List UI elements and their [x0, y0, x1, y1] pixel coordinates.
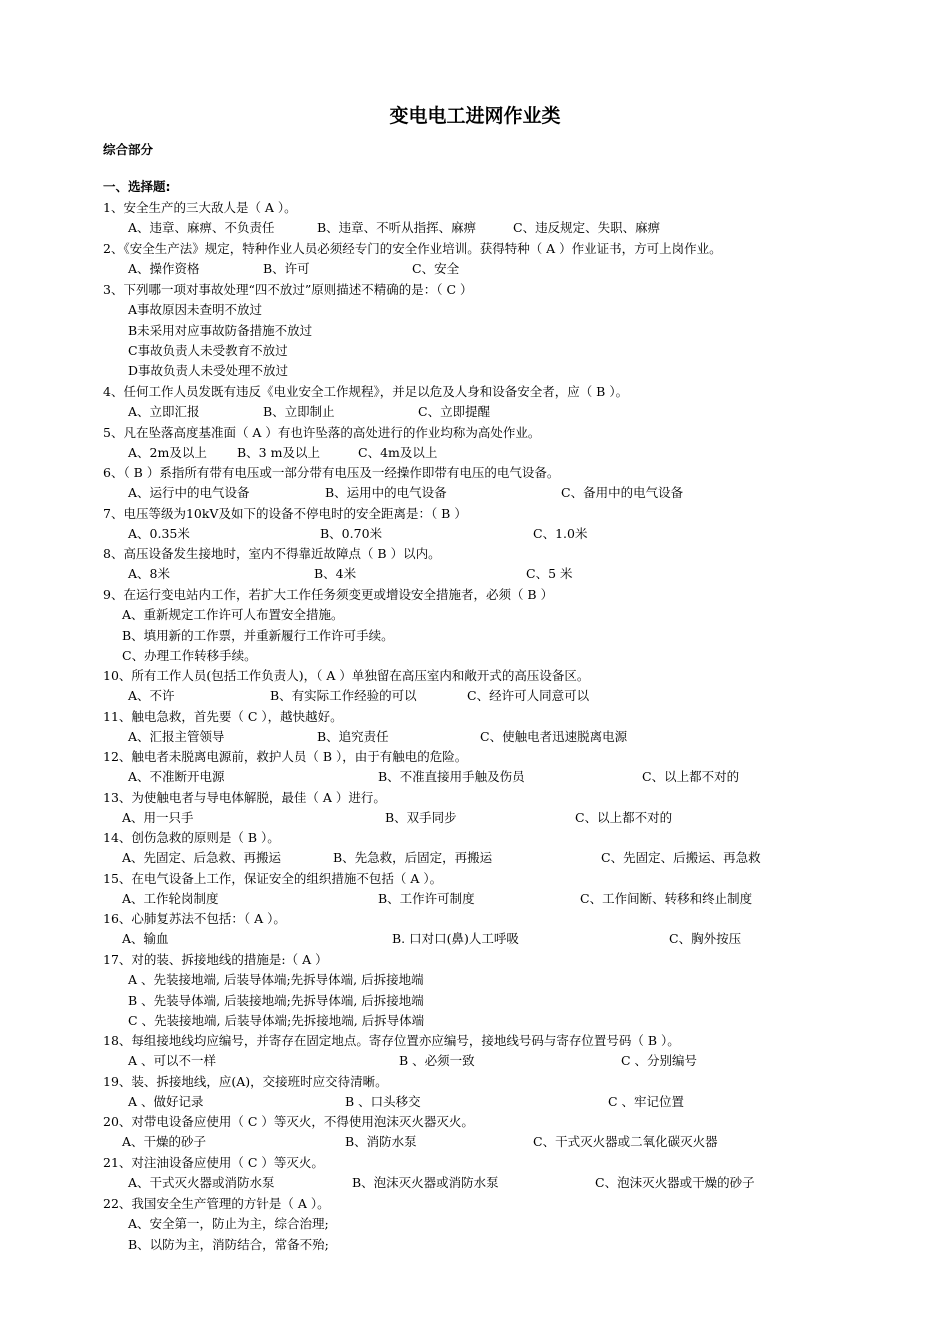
- answer-option: C、胸外按压: [669, 931, 742, 947]
- question-text: 16、心肺复苏法不包括：（ A ）。: [103, 911, 286, 926]
- section-heading: 综合部分: [103, 142, 154, 157]
- answer-option: B、双手同步: [385, 810, 457, 826]
- question-text: 18、每组接地线均应编号，并寄存在固定地点。寄存位置亦应编号，接地线号码与寄存位置号码（ B ）。: [103, 1033, 680, 1048]
- answer-option: B、运用中的电气设备: [325, 485, 447, 501]
- answer-option: A事故原因未查明不放过: [128, 302, 263, 318]
- answer-option: C、1.0米: [533, 526, 588, 542]
- answer-option: A、运行中的电气设备: [128, 485, 250, 501]
- answer-option: B. 口对口(鼻)人工呼吸: [392, 931, 519, 947]
- question-text: 5、凡在坠落高度基准面（ A ）有也许坠落的高处进行的作业均称为高处作业。: [103, 425, 541, 440]
- answer-option: B未采用对应事故防备措施不放过: [128, 322, 313, 338]
- answer-option: A、操作资格: [128, 261, 200, 277]
- answer-option: B、泡沫灭火器或消防水泵: [352, 1175, 499, 1191]
- question-text: 12、触电者未脱离电源前，救护人员（ B ），由于有触电的危险。: [103, 749, 468, 764]
- question-text: 9、在运行变电站内工作，若扩大工作任务须变更或增设安全措施者，必须（ B ）: [103, 587, 554, 602]
- answer-option: D事故负责人未受处理不放过: [128, 363, 289, 379]
- question-text: 15、在电气设备上工作，保证安全的组织措施不包括（ A ）。: [103, 871, 443, 886]
- answer-option: C、先固定、后搬运、再急救: [601, 850, 761, 866]
- answer-option: B 、先装导体端, 后装接地端;先拆导体端, 后拆接地端: [128, 992, 424, 1008]
- answer-option: C、5 米: [526, 566, 573, 582]
- answer-option: B 、口头移交: [345, 1094, 421, 1110]
- answer-option: B、先急救，后固定，再搬运: [333, 850, 493, 866]
- question-text: 7、电压等级为10kV及如下的设备不停电时的安全距离是：（ B ）: [103, 506, 467, 521]
- question-text: 8、高压设备发生接地时，室内不得靠近故障点（ B ）以内。: [103, 546, 441, 561]
- answer-option: C、安全: [412, 261, 460, 277]
- answer-option: C、备用中的电气设备: [561, 485, 684, 501]
- question-text: 20、对带电设备应使用（ C ）等灭火，不得使用泡沫灭火器灭火。: [103, 1114, 474, 1129]
- answer-option: A、8米: [128, 566, 170, 582]
- answer-option: B、工作许可制度: [378, 891, 475, 907]
- answer-option: C、以上都不对的: [575, 810, 673, 826]
- answer-option: C、经许可人同意可以: [467, 688, 590, 704]
- question-text: 19、装、拆接地线，应(A)，交接班时应交待清晰。: [103, 1074, 388, 1089]
- answer-option: B、立即制止: [263, 404, 335, 420]
- answer-option: A、2m及以上: [128, 445, 207, 461]
- answer-option: B、消防水泵: [345, 1134, 417, 1150]
- question-text: 10、所有工作人员(包括工作负责人)，（ A ）单独留在高压室内和敞开式的高压设备区。: [103, 668, 590, 683]
- answer-option: A、干燥的砂子: [122, 1134, 207, 1150]
- question-text: 14、创伤急救的原则是（ B ）。: [103, 830, 280, 845]
- question-text: 4、任何工作人员发既有违反《电业安全工作规程》，并足以危及人身和设备安全者，应（ B ）。: [103, 384, 629, 399]
- answer-option: A 、先装接地端, 后装导体端;先拆导体端, 后拆接地端: [128, 972, 424, 988]
- answer-option: C、违反规定、失职、麻痹: [513, 220, 661, 236]
- answer-option: C、泡沫灭火器或干燥的砂子: [595, 1175, 755, 1191]
- question-text: 1、安全生产的三大敌人是（ A ）。: [103, 200, 297, 215]
- question-text: 2、《安全生产法》规定，特种作业人员必须经专门的安全作业培训。获得特种（ A ）作业证书，方可上岗作业。: [103, 241, 722, 256]
- answer-option: B 、必须一致: [399, 1053, 475, 1069]
- answer-option: B、许可: [263, 261, 310, 277]
- answer-option: B、填用新的工作票，并重新履行工作许可手续。: [122, 627, 394, 643]
- answer-option: C、4m及以上: [358, 445, 438, 461]
- question-text: 3、下列哪一项对事故处理“四不放过”原则描述不精确的是：（ C ）: [103, 282, 473, 297]
- answer-option: A、不许: [128, 688, 175, 704]
- answer-option: B、4米: [314, 566, 357, 582]
- question-text: 11、触电急救，首先要（ C ），越快越好。: [103, 709, 343, 724]
- answer-option: B、不准直接用手触及伤员: [378, 769, 525, 785]
- answer-option: C、使触电者迅速脱离电源: [480, 729, 628, 745]
- answer-option: A、0.35米: [128, 526, 190, 542]
- answer-option: C、干式灭火器或二氧化碳灭火器: [533, 1134, 718, 1150]
- answer-option: A、用一只手: [122, 810, 194, 826]
- subsection-heading: 一、选择题:: [103, 179, 171, 194]
- answer-option: A 、做好记录: [128, 1094, 204, 1110]
- answer-option: C 、先装接地端, 后装导体端;先拆接地端, 后拆导体端: [128, 1012, 425, 1028]
- answer-option: C、办理工作转移手续。: [122, 647, 257, 663]
- answer-option: B、3 m及以上: [237, 445, 320, 461]
- answer-option: A、违章、麻痹、不负责任: [128, 220, 275, 236]
- answer-option: C 、牢记位置: [608, 1094, 685, 1110]
- question-text: 21、对注油设备应使用（ C ）等灭火。: [103, 1155, 324, 1170]
- answer-option: B、以防为主，消防结合，常备不殆;: [128, 1236, 329, 1252]
- question-text: 17、对的装、拆接地线的措施是:（ A ）: [103, 952, 328, 967]
- question-text: 6、（ B ）系指所有带有电压或一部分带有电压及一经操作即带有电压的电气设备。: [103, 465, 560, 480]
- answer-option: B、有实际工作经验的可以: [270, 688, 417, 704]
- question-text: 22、我国安全生产管理的方针是（ A ）。: [103, 1196, 330, 1211]
- document-title: 变电电工进网作业类: [389, 105, 561, 127]
- answer-option: C、以上都不对的: [642, 769, 740, 785]
- answer-option: A、输血: [122, 931, 169, 947]
- answer-option: C 、分别编号: [621, 1053, 698, 1069]
- answer-option: C、工作间断、转移和终止制度: [580, 891, 753, 907]
- answer-option: C事故负责人未受教育不放过: [128, 342, 288, 358]
- answer-option: A、重新规定工作许可人布置安全措施。: [122, 607, 344, 623]
- answer-option: A、安全第一，防止为主，综合治理;: [128, 1216, 329, 1232]
- answer-option: B、0.70米: [320, 526, 383, 542]
- answer-option: B、违章、不听从指挥、麻痹: [317, 220, 477, 236]
- answer-option: A 、可以不一样: [128, 1053, 217, 1069]
- answer-option: A、干式灭火器或消防水泵: [128, 1175, 275, 1191]
- answer-option: A、不准断开电源: [128, 769, 225, 785]
- answer-option: A、工作轮岗制度: [122, 891, 219, 907]
- answer-option: C、立即提醒: [418, 404, 491, 420]
- question-text: 13、为使触电者与导电体解脱，最佳（ A ）进行。: [103, 790, 386, 805]
- answer-option: A、先固定、后急救、再搬运: [122, 850, 282, 866]
- answer-option: A、立即汇报: [128, 404, 200, 420]
- answer-option: B、追究责任: [317, 729, 389, 745]
- answer-option: A、汇报主管领导: [128, 729, 225, 745]
